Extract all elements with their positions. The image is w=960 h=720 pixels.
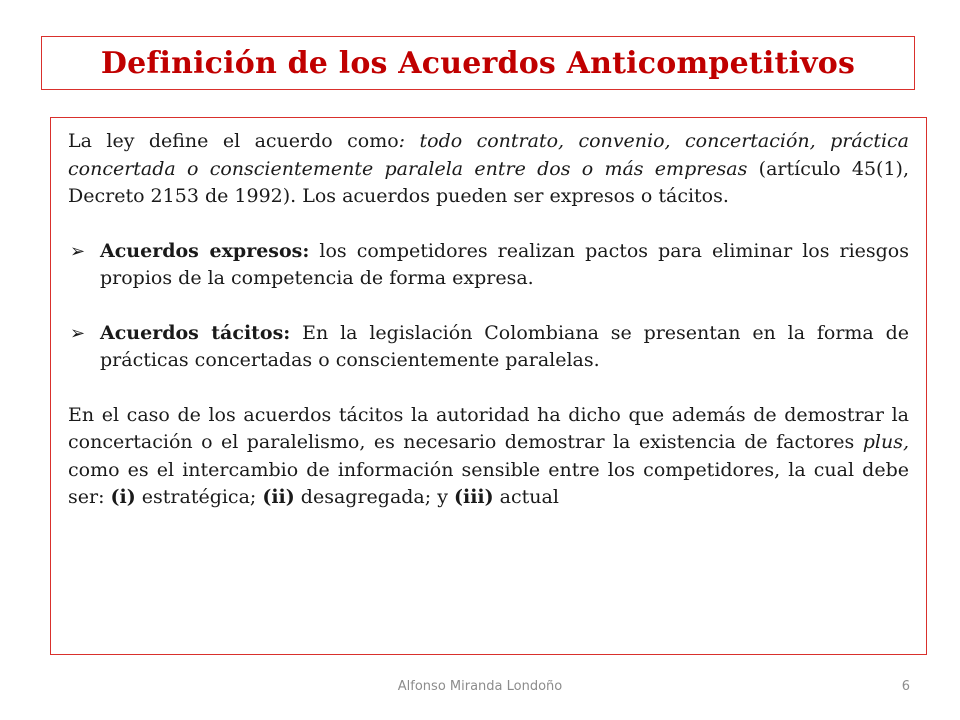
arrowhead-bullet-icon: ➢ bbox=[70, 240, 86, 262]
footer-author: Alfonso Miranda Londoño bbox=[397, 679, 563, 694]
bullet-term: Acuerdos tácitos: bbox=[100, 321, 291, 344]
closing-paragraph bbox=[68, 402, 909, 512]
intro-definition: todo contrato, convenio, concertación, práctica concertada o conscientemente paralela entre dos o más empresas bbox=[68, 130, 910, 180]
content-box bbox=[50, 117, 927, 655]
bullet-description: En la legislación Colombiana se presentan en la forma de prácticas concertadas o conscientemente paralelas. bbox=[100, 321, 909, 371]
bullet-item-tacitos bbox=[68, 320, 909, 375]
marker-iii: (iii) bbox=[453, 486, 494, 508]
closing-part2: como es el intercambio de información sensible entre los competidores, la cual debe ser: bbox=[68, 458, 909, 508]
closing-plus: plus, bbox=[862, 431, 909, 453]
bullet-text bbox=[100, 238, 909, 293]
bullet-text bbox=[100, 320, 909, 375]
slide-title: Definición de los Acuerdos Anticompetitivos bbox=[100, 45, 856, 81]
intro-paragraph bbox=[68, 128, 909, 211]
intro-colon: : bbox=[398, 130, 406, 152]
marker-ii: (ii) bbox=[262, 486, 295, 508]
arrowhead-bullet-icon: ➢ bbox=[70, 322, 86, 344]
title-box bbox=[41, 36, 915, 90]
page-number: 6 bbox=[901, 679, 910, 694]
marker-iii-text: actual bbox=[493, 486, 559, 508]
intro-citation: (artículo 45(1), Decreto 2153 de 1992). Los acuerdos pueden ser expresos o tácitos. bbox=[68, 157, 909, 207]
bullet-term: Acuerdos expresos: bbox=[100, 239, 310, 262]
intro-lead: La ley define el acuerdo como bbox=[68, 130, 399, 152]
marker-i-text: estratégica; bbox=[135, 486, 263, 508]
marker-i: (i) bbox=[110, 486, 136, 508]
closing-part1: En el caso de los acuerdos tácitos la autoridad ha dicho que además de demostrar la concertación o el paralelismo, es necesario demostrar la existencia de factores bbox=[68, 403, 909, 453]
bullet-description: los competidores realizan pactos para eliminar los riesgos propios de la competencia de forma expresa. bbox=[100, 239, 909, 289]
bullet-item-expresos bbox=[68, 238, 909, 293]
marker-ii-text: desagregada; y bbox=[294, 486, 454, 508]
